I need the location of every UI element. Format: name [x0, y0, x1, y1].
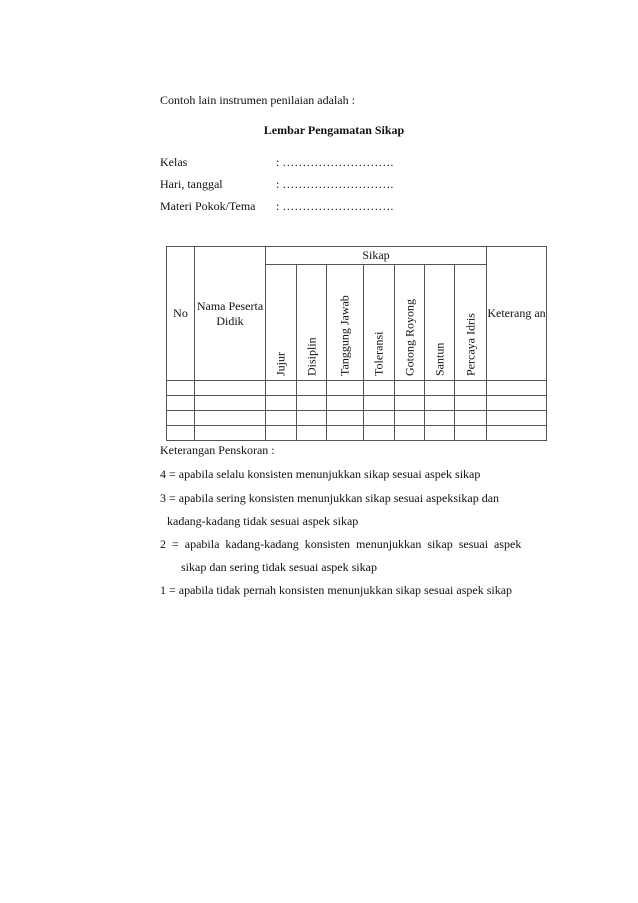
scoring-line-3-cont: kadang-kadang tidak sesuai aspek sikap — [167, 514, 359, 528]
table-cell — [364, 381, 395, 396]
table-cell — [455, 411, 487, 426]
field-label-materi: Materi Pokok/Tema — [160, 199, 256, 213]
header-attitude — [455, 265, 487, 381]
attitude-label: Toleransi — [371, 331, 386, 376]
header-sikap: Sikap — [266, 247, 487, 265]
header-attitude — [297, 265, 327, 381]
table-cell — [487, 426, 547, 441]
table-cell — [266, 396, 297, 411]
table-cell — [327, 381, 364, 396]
table-cell — [487, 381, 547, 396]
table-row — [167, 411, 547, 426]
table-cell — [487, 396, 547, 411]
table-row — [167, 381, 547, 396]
table-cell — [167, 396, 195, 411]
table-cell — [195, 396, 266, 411]
table-cell — [297, 411, 327, 426]
attitude-label: Tanggung Jawab — [337, 295, 352, 376]
header-no: No — [167, 247, 195, 381]
table-cell — [455, 381, 487, 396]
field-value-materi: : ………………………. — [276, 199, 394, 213]
table-cell — [455, 396, 487, 411]
header-attitude — [327, 265, 364, 381]
table-cell — [297, 396, 327, 411]
header-attitude — [266, 265, 297, 381]
table-cell — [425, 396, 455, 411]
header-keterangan: Keterang an — [487, 247, 547, 381]
header-attitude — [425, 265, 455, 381]
table-cell — [487, 411, 547, 426]
scoring-heading: Keterangan Penskoran : — [160, 443, 275, 457]
table-cell — [395, 411, 425, 426]
table-cell — [167, 381, 195, 396]
table-cell — [395, 381, 425, 396]
field-value-kelas: : ………………………. — [276, 155, 394, 169]
table-cell — [266, 381, 297, 396]
form-title — [0, 123, 638, 138]
attitude-label: Santun — [432, 342, 446, 376]
table-cell — [395, 426, 425, 441]
table-cell — [266, 411, 297, 426]
scoring-line-4: 4 = apabila selalu konsisten menunjukkan sikap sesuai aspek sikap — [160, 467, 481, 481]
scoring-line-2-cont: sikap dan sering tidak sesuai aspek sikap — [181, 560, 377, 574]
header-attitude — [364, 265, 395, 381]
table-cell — [364, 426, 395, 441]
field-value-hari-tanggal: : ………………………. — [276, 177, 394, 191]
table-cell — [195, 411, 266, 426]
table-cell — [195, 426, 266, 441]
table-cell — [167, 426, 195, 441]
header-nama: Nama Peserta Didik — [195, 247, 266, 381]
table-row — [167, 396, 547, 411]
attitude-label: Gotong Royong — [402, 298, 416, 376]
attitude-label: Jujur — [273, 352, 288, 376]
table-cell — [195, 381, 266, 396]
field-label-kelas: Kelas — [160, 155, 188, 169]
attitude-label: Percaya Idris — [463, 313, 477, 376]
table-cell — [455, 426, 487, 441]
table-cell — [327, 396, 364, 411]
table-cell — [327, 411, 364, 426]
table-cell — [297, 381, 327, 396]
table-cell — [297, 426, 327, 441]
scoring-line-1: 1 = apabila tidak pernah konsisten menunjukkan sikap sesuai aspek sikap — [160, 583, 513, 597]
form-title-text: Lembar Pengamatan Sikap — [263, 123, 405, 137]
table-cell — [364, 411, 395, 426]
assessment-table — [166, 246, 547, 441]
intro-text: Contoh lain instrumen penilaian adalah : — [160, 93, 355, 107]
scoring-line-2: 2 = apabila kadang-kadang konsisten menunjukkan sikap sesuai aspek — [160, 537, 522, 551]
header-attitude — [395, 265, 425, 381]
table-cell — [327, 426, 364, 441]
table-row — [167, 426, 547, 441]
scoring-line-3: 3 = apabila sering konsisten menunjukkan sikap sesuai aspeksikap dan — [160, 491, 500, 505]
table-cell — [425, 381, 455, 396]
field-label-hari-tanggal: Hari, tanggal — [160, 177, 223, 191]
table-cell — [395, 396, 425, 411]
table-cell — [266, 426, 297, 441]
attitude-label: Disiplin — [304, 337, 318, 376]
table-cell — [364, 396, 395, 411]
table-cell — [425, 411, 455, 426]
table-cell — [167, 411, 195, 426]
table-cell — [425, 426, 455, 441]
